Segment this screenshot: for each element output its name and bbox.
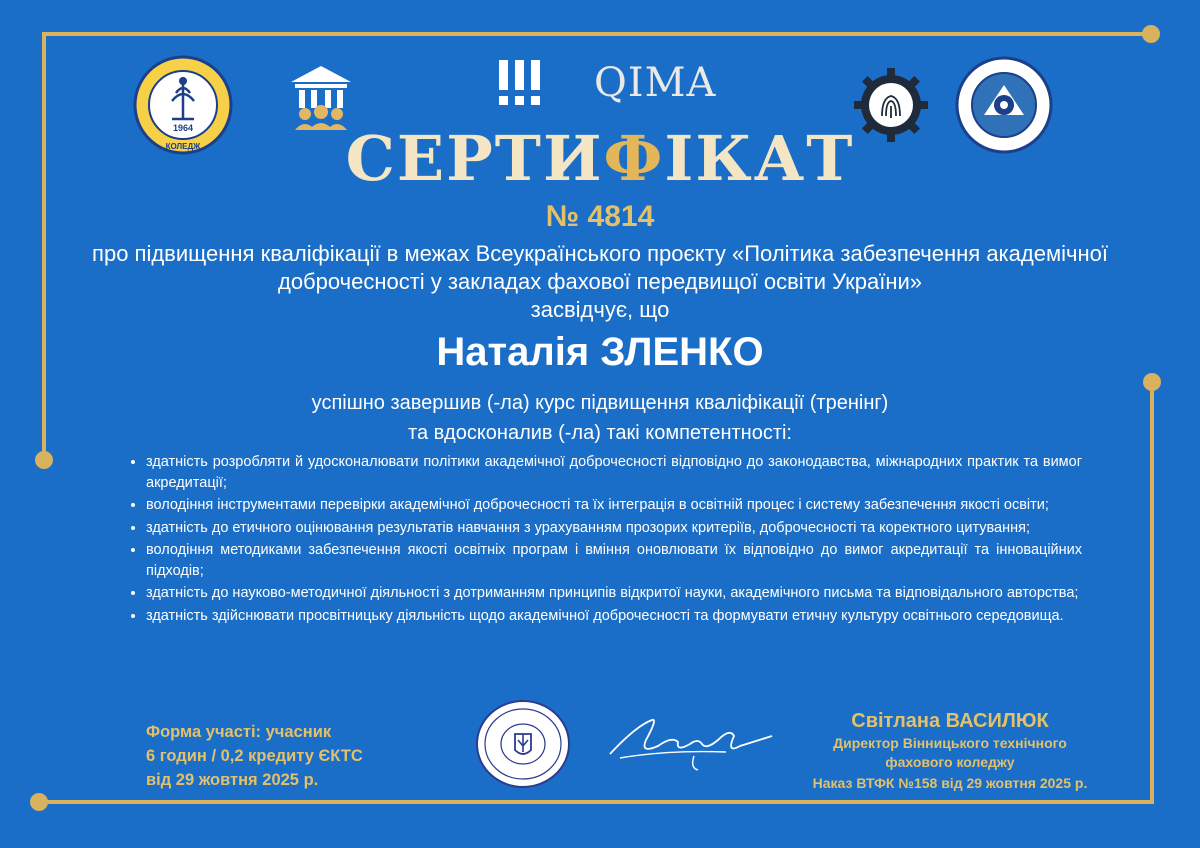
certifies-text: засвідчує, що xyxy=(530,297,670,322)
frame-left-line xyxy=(42,32,46,460)
qima-logo: QIMA xyxy=(594,60,717,106)
title-part2: ІКАТ xyxy=(664,122,855,195)
competency-item: • здатність до етичного оцінювання результатів навчання з урахуванням прозорих критеріїв, доброчесності та коректного цитування; xyxy=(146,518,1082,539)
certificate-number: № 4814 xyxy=(545,200,655,233)
certificate-about xyxy=(60,240,1140,324)
signer-name: Світлана ВАСИЛЮК xyxy=(851,710,1049,732)
certificate-title xyxy=(0,122,1200,195)
frame-bottom-line xyxy=(46,800,1154,804)
frame-top-line xyxy=(42,32,1150,36)
signer-block xyxy=(760,708,1140,793)
competency-item: • здатність розробляти й удосконалювати політики академічної доброчесності відповідно до законодавства, міжнародних практик та вимог акредитації; xyxy=(146,452,1082,493)
order-reference: Наказ ВТФК №158 від 29 жовтня 2025 р. xyxy=(812,775,1088,791)
competency-item: • здатність до науково-методичної діяльності з дотриманням принципів відкритої науки, академічного письма та відповідального авторства; xyxy=(146,583,1082,604)
competencies-list xyxy=(128,452,1082,628)
signer-role-line2: фахового коледжу xyxy=(885,754,1015,770)
competency-item: • володіння інструментами перевірки академічної доброчесності та їх інтеграція в освітній процес і систему забезпечення якості освіти; xyxy=(146,495,1082,516)
frame-dot-left xyxy=(35,451,53,469)
participation-form: Форма участі: учасник xyxy=(146,723,332,741)
about-text: про підвищення кваліфікації в межах Всеукраїнського проєкту «Політика забезпечення академічної доброчесності у закладах фахової передвищої освіти України» xyxy=(92,241,1108,294)
competency-item: • здатність здійснювати просвітницьку діяльність щодо академічної доброчесності та формувати етичну культуру освітнього середовища. xyxy=(146,606,1082,627)
frame-dot-top-right xyxy=(1142,25,1160,43)
completed-line1: успішно завершив (-ла) курс підвищення кваліфікації (тренінг) xyxy=(311,392,889,414)
competency-item: • володіння методиками забезпечення якості освітніх програм і вміння оновлювати їх відповідно до вимог акредитації та інноваційних підходів; xyxy=(146,540,1082,581)
college-bottom-text: КОЛЕДЖ xyxy=(165,142,201,151)
frame-right-line xyxy=(1150,382,1154,800)
participation-block xyxy=(146,720,363,792)
title-part1: СЕРТИ xyxy=(345,122,604,195)
official-seal-icon xyxy=(474,698,572,790)
frame-dot-right xyxy=(1143,373,1161,391)
signer-role-line1: Директор Вінницького технічного xyxy=(833,735,1067,751)
college-year: 1964 xyxy=(172,123,194,133)
handwritten-signature-icon xyxy=(606,706,776,776)
exclamation-logo-icon xyxy=(497,58,543,108)
frame-dot-bottom-left xyxy=(30,793,48,811)
recipient-name: Наталія ЗЛЕНКО xyxy=(436,330,764,374)
completion-text xyxy=(100,388,1100,448)
completed-line2: та вдосконалив (-ла) такі компетентності: xyxy=(408,422,792,444)
credit-hours: 6 годин / 0,2 кредиту ЄКТС xyxy=(146,747,363,765)
issue-date: від 29 жовтня 2025 р. xyxy=(146,771,319,789)
title-accent-letter: Ф xyxy=(603,122,665,195)
